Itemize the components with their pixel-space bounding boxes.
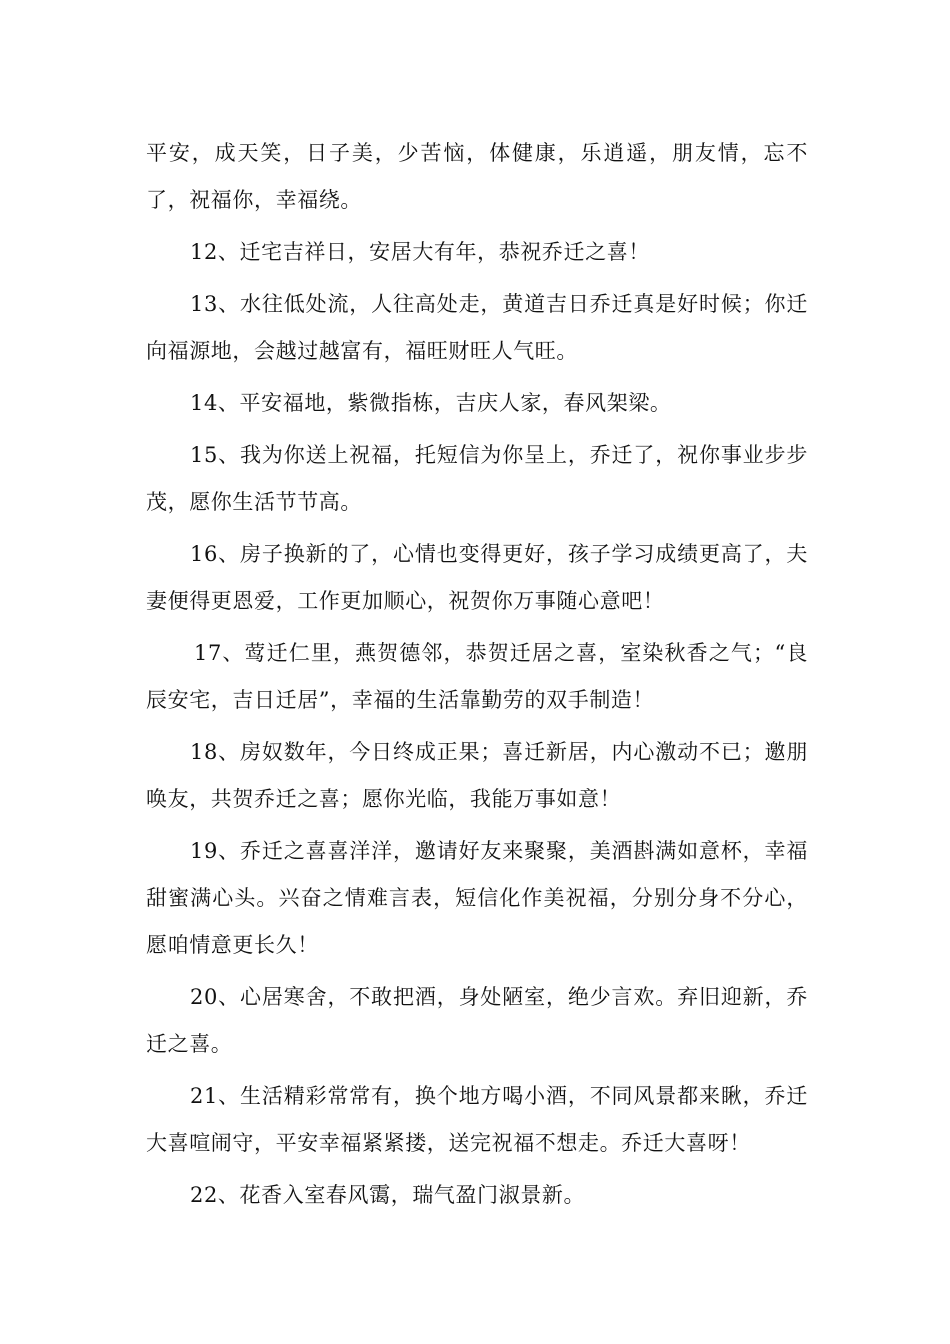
paragraph-21: 21、生活精彩常常有，换个地方喝小酒，不同风景都来瞅，乔迁大喜喧闹守，平安幸福紧紧搂，送完祝福不想走。乔迁大喜呀！: [146, 1084, 808, 1155]
document-body: [146, 130, 808, 1219]
paragraph-20: 20、心居寒舍，不敢把酒，身处陋室，绝少言欢。弃旧迎新，乔迁之喜。: [146, 985, 808, 1056]
paragraph-12: 12、迁宅吉祥日，安居大有年，恭祝乔迁之喜！: [190, 240, 650, 264]
paragraph-15: 15、我为你送上祝福，托短信为你呈上，乔迁了，祝你事业步步茂，愿你生活节节高。: [146, 443, 808, 514]
paragraph-14: 14、平安福地，紫微指栋，吉庆人家，春风架梁。: [190, 391, 672, 415]
paragraph-18: 18、房奴数年，今日终成正果；喜迁新居，内心激动不已；邀朋唤友，共贺乔迁之喜；愿你光临，我能万事如意！: [146, 740, 808, 811]
paragraph-13: 13、水往低处流，人往高处走，黄道吉日乔迁真是好时候；你迁向福源地，会越过越富有，福旺财旺人气旺。: [146, 292, 808, 363]
paragraph-continued: 平安，成天笑，日子美，少苦恼，体健康，乐逍遥，朋友情，忘不了，祝福你，幸福绕。: [146, 141, 808, 212]
paragraph-19: 19、乔迁之喜喜洋洋，邀请好友来聚聚，美酒斟满如意杯，幸福甜蜜满心头。兴奋之情难言表，短信化作美祝福，分别分身不分心，愿咱情意更长久！: [146, 839, 808, 957]
paragraph-16: 16、房子换新的了，心情也变得更好，孩子学习成绩更高了，夫妻便得更恩爱，工作更加顺心，祝贺你万事随心意吧！: [146, 542, 808, 613]
paragraph-22: 22、花香入室春风霭，瑞气盈门淑景新。: [190, 1183, 586, 1207]
paragraph-17: 17、莺迁仁里，燕贺德邻，恭贺迁居之喜，室染秋香之气；“良辰安宅，吉日迁居”，幸福的生活靠勤劳的双手制造！: [146, 641, 808, 712]
